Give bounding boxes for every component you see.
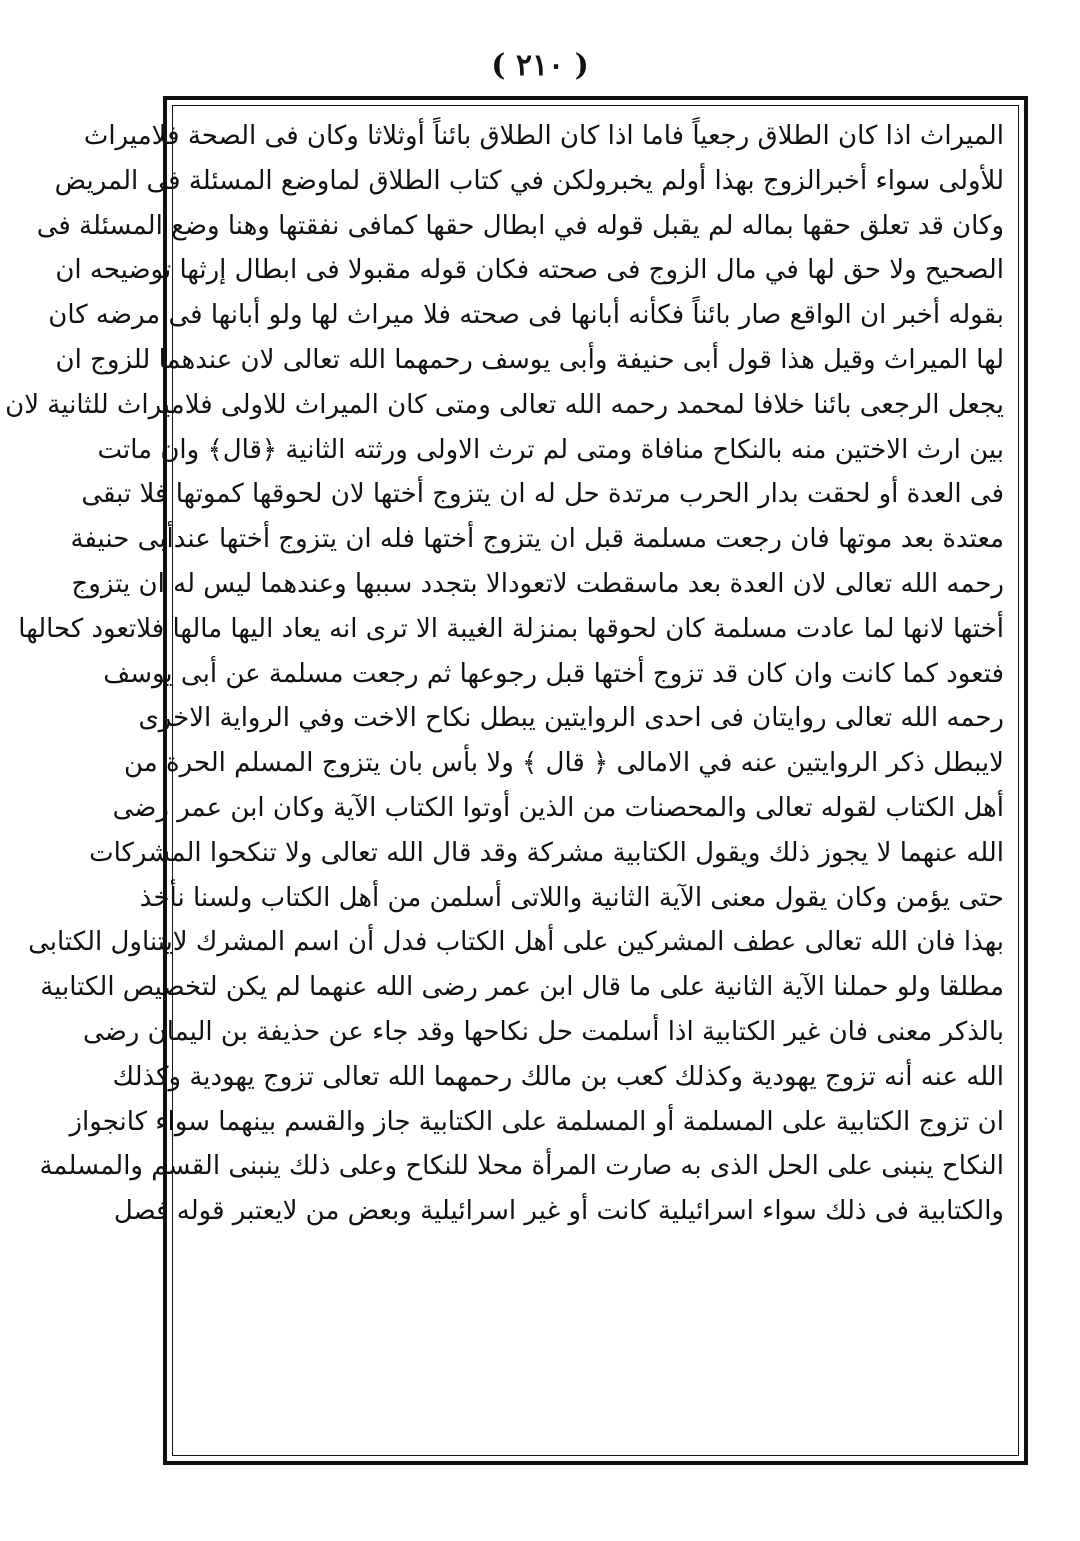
text-line: النكاح ينبنى على الحل الذى به صارت المرأة محلا للنكاح وعلى ذلك ينبنى القسم والمسلمة xyxy=(39,1151,1004,1182)
text-line: لها الميراث وقيل هذا قول أبى حنيفة وأبى يوسف رحمهما الله تعالى لان عندهما للزوج ان xyxy=(55,344,1004,375)
text-line: بين ارث الاختين منه بالنكاح منافاة ومتى لم ترث الاولى ورثته الثانية ﴿قال﴾ وان ماتت xyxy=(97,434,1004,465)
text-line: الميراث اذا كان الطلاق رجعياً فاما اذا كان الطلاق بائناً أوثلاثا وكان فى الصحة فلاميراث xyxy=(83,121,1004,151)
text-line: مطلقا ولو حملنا الآية الثانية على ما قال ابن عمر رضى الله عنهما لم يكن لتخصيص الكتابية xyxy=(40,972,1004,1003)
text-line: بهذا فان الله تعالى عطف المشركين على أهل الكتاب فدل أن اسم المشرك لايتناول الكتابى xyxy=(28,927,1004,958)
page-border xyxy=(5,96,1028,1465)
text-line: فى العدة أو لحقت بدار الحرب مرتدة حل له ان يتزوج أختها لان لحوقها كموتها فلا تبقى xyxy=(81,479,1004,510)
text-body xyxy=(5,114,1004,1447)
page-number: ( ٢١٠ ) xyxy=(491,48,589,83)
text-line: بقوله أخبر ان الواقع صار بائناً فكأنه أبانها فى صحته فلا ميراث لها ولو أبانها فى مرضه كان xyxy=(48,300,1004,331)
page-border-inner xyxy=(5,105,1019,1456)
text-line: يجعل الرجعى بائنا خلافا لمحمد رحمه الله تعالى ومتى كان الميراث للاولى فلاميراث للثانية لان xyxy=(5,389,1004,420)
text-line: والكتابية فى ذلك سواء اسرائيلية كانت أو غير اسرائيلية وبعض من لايعتبر قوله فصل xyxy=(113,1196,1004,1227)
text-line: معتدة بعد موتها فان رجعت مسلمة قبل ان يتزوج أختها فله ان يتزوج أختها عندأبى حنيفة xyxy=(70,524,1004,555)
text-line: الله عنه أنه تزوج يهودية وكذلك كعب بن مالك رحمهما الله تعالى تزوج يهودية وكذلك xyxy=(112,1061,1004,1092)
text-line: أختها لانها لما عادت مسلمة كان لحوقها بمنزلة الغيبة الا ترى انه يعاد اليها مالها فلاتعود كحالها xyxy=(18,613,1004,644)
text-line: للأولى سواء أخبرالزوج بهذا أولم يخبرولكن في كتاب الطلاق لماوضع المسئلة فى المريض xyxy=(54,165,1004,196)
text-line: أهل الكتاب لقوله تعالى والمحصنات من الذين أوتوا الكتاب الآية وكان ابن عمر رضى xyxy=(112,792,1004,823)
text-line: رحمه الله تعالى لان العدة بعد ماسقطت لاتعودالا بتجدد سببها وعندهما ليس له ان يتزوج xyxy=(71,568,1004,599)
text-line: بالذكر معنى فان غير الكتابية اذا أسلمت حل نكاحها وقد جاء عن حذيفة بن اليمان رضى xyxy=(83,1016,1004,1047)
text-line: رحمه الله تعالى روايتان فى احدى الروايتين يبطل نكاح الاخت وفي الرواية الاخرى xyxy=(138,703,1004,734)
text-line: الله عنهما لا يجوز ذلك ويقول الكتابية مشركة وقد قال الله تعالى ولا تنكحوا المشركات xyxy=(89,837,1004,868)
text-line: فتعود كما كانت وان كان قد تزوج أختها قبل رجوعها ثم رجعت مسلمة عن أبى يوسف xyxy=(103,658,1004,689)
text-line: وكان قد تعلق حقها بماله لم يقبل قوله في ابطال حقها كمافى نفقتها وهنا وضع المسئلة فى xyxy=(36,210,1004,241)
text-line: ان تزوج الكتابية على المسلمة أو المسلمة على الكتابية جاز والقسم بينهما سواء كانجواز xyxy=(69,1106,1004,1137)
text-line: الصحيح ولا حق لها في مال الزوج فى صحته فكان قوله مقبولا فى ابطال إرثها توضيحه ان xyxy=(55,255,1004,286)
text-line: حتى يؤمن وكان يقول معنى الآية الثانية واللاتى أسلمن من أهل الكتاب ولسنا نأخذ xyxy=(139,882,1004,913)
text-line: لايبطل ذكر الروايتين عنه في الامالى ﴿ قال ﴾ ولا بأس بان يتزوج المسلم الحرة من xyxy=(124,748,1004,779)
